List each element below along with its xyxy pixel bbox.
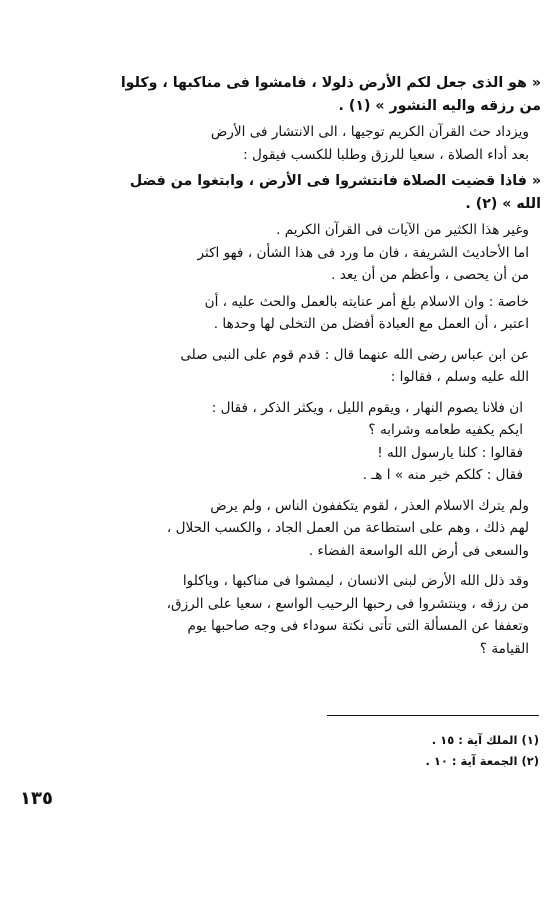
footnote-1: (١) الملك آية : ١٥ . bbox=[431, 733, 539, 747]
text-line: فقال : كلكم خير منه » ا هـ . bbox=[362, 467, 523, 483]
body-paragraph bbox=[16, 570, 541, 660]
page-number: ١٣٥ bbox=[20, 788, 53, 809]
quran-verse-paragraph bbox=[16, 170, 541, 215]
body-paragraph bbox=[16, 121, 541, 166]
text-line: من أن يحصى ، وأعظم من أن يعد . bbox=[331, 267, 529, 283]
text-line: « هو الذى جعل لكم الأرض ذلولا ، فامشوا فى مناكبها ، وكلوا bbox=[120, 75, 541, 91]
body-paragraph bbox=[16, 242, 541, 287]
text-line: الله عليه وسلم ، فقالوا : bbox=[390, 369, 529, 385]
text-line: اعتبر ، أن العمل مع العبادة أفضل من التخلى لها وحدها . bbox=[213, 316, 529, 332]
text-line: ويزداد حث القرآن الكريم توجيها ، الى الانتشار فى الأرض bbox=[210, 124, 529, 140]
text-line: بعد أداء الصلاة ، سعيا للرزق وطلبا للكسب فيقول : bbox=[243, 146, 529, 163]
body-paragraph bbox=[16, 219, 541, 242]
body-paragraph bbox=[16, 291, 541, 336]
text-line: القيامة ؟ bbox=[479, 640, 529, 657]
text-line: ان فلانا يصوم النهار ، ويقوم الليل ، ويكثر الذكر ، فقال : bbox=[211, 399, 523, 416]
text-line: وقد ذلل الله الأرض لبنى الانسان ، ليمشوا فى مناكبها ، وياكلوا bbox=[182, 573, 529, 589]
text-line: خاصة : وان الاسلام بلغ أمر عنايته بالعمل والحث عليه ، أن bbox=[204, 293, 529, 310]
text-line: « فاذا قضيت الصلاة فانتشروا فى الأرض ، وابتغوا من فضل bbox=[129, 173, 541, 189]
text-line: من رزقه واليه النشور » (١) . bbox=[338, 97, 541, 114]
text-line: لهم ذلك ، وهم على استطاعة من العمل الجاد ، والكسب الحلال ، bbox=[166, 520, 529, 536]
body-paragraph bbox=[16, 495, 541, 563]
text-line: والسعى فى أرض الله الواسعة الفضاء . bbox=[308, 542, 529, 559]
hadith-dialog bbox=[16, 397, 541, 487]
footnote-divider bbox=[327, 715, 539, 716]
text-line: فقالوا : كلنا يارسول الله ! bbox=[377, 444, 523, 461]
text-line: وغير هذا الكثير من الآيات فى القرآن الكريم . bbox=[276, 222, 529, 238]
text-line: من رزقه ، وينتشروا فى رحبها الرحيب الواسع ، سعيا على الرزق، bbox=[166, 595, 529, 612]
footnotes bbox=[239, 730, 539, 772]
hadith-intro-paragraph bbox=[16, 344, 541, 389]
text-line: ايكم يكفيه طعامه وشرابه ؟ bbox=[368, 422, 523, 438]
text-line: اما الأحاديث الشريفة ، فان ما ورد فى هذا الشأن ، فهو اكثر bbox=[197, 244, 529, 261]
text-line: الله » (٢) . bbox=[465, 195, 541, 212]
quran-verse-paragraph bbox=[16, 72, 541, 117]
footnote-2: (٢) الجمعة آية : ١٠ . bbox=[425, 754, 539, 768]
text-line: ولم يترك الاسلام العذر ، لقوم يتكففون الناس ، ولم يرض bbox=[210, 497, 529, 514]
text-line: وتعففا عن المسألة التى تأتى نكتة سوداء فى وجه صاحبها يوم bbox=[187, 618, 529, 634]
text-line: عن ابن عباس رضى الله عنهما قال : قدم قوم على النبى صلى bbox=[180, 346, 529, 363]
